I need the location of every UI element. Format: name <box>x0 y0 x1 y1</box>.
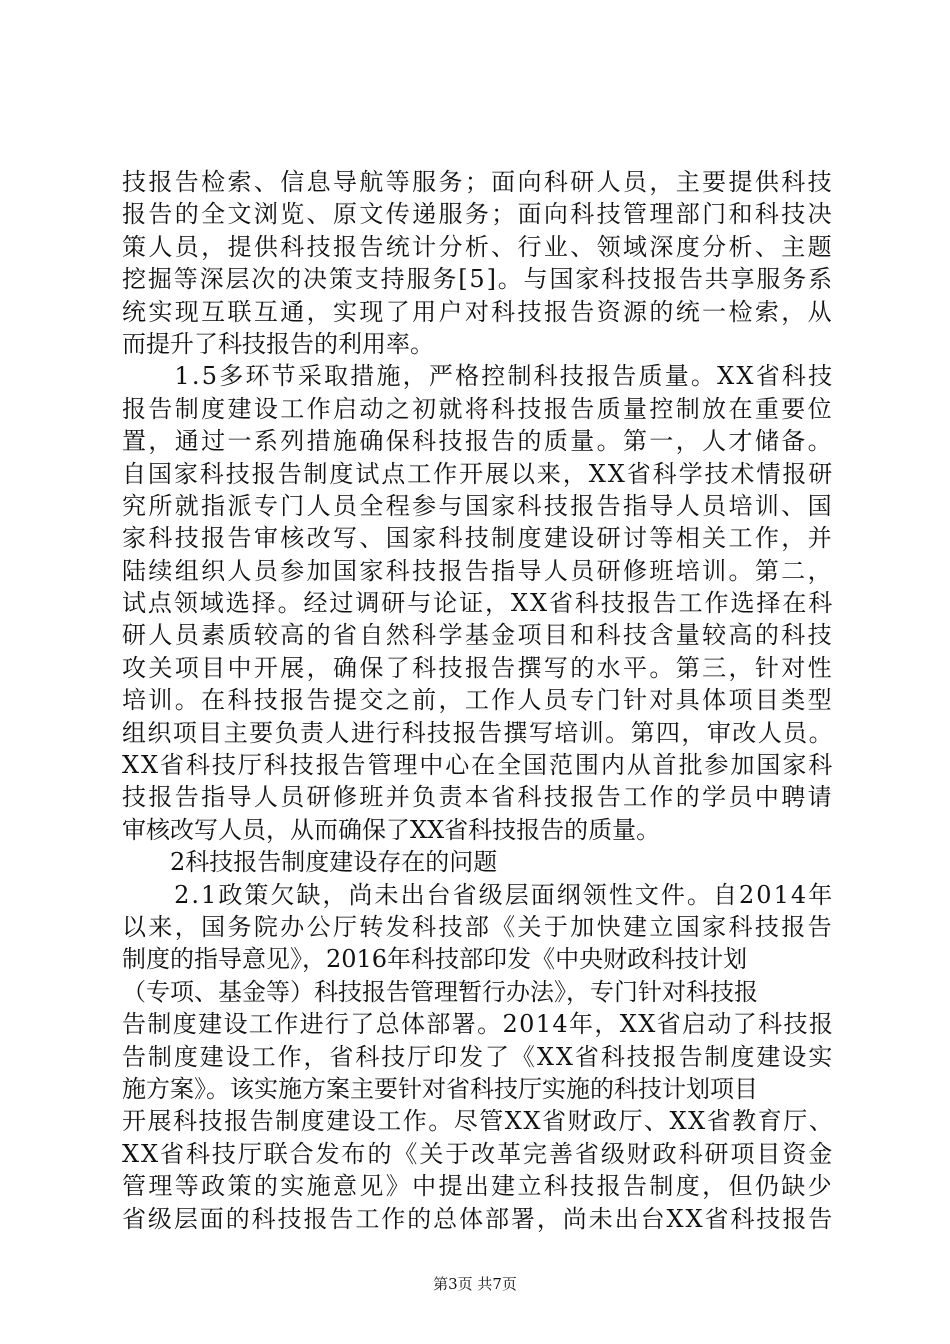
text-line: 置，通过一系列措施确保科技报告的质量。第一，人才储备。 <box>122 427 834 456</box>
text-line: 组织项目主要负责人进行科技报告撰写培训。第四，审改人员。 <box>122 718 834 747</box>
text-line: 试点领域选择。经过调研与论证，XX省科技报告工作选择在科 <box>122 589 835 618</box>
text-line: 管理等政策的实施意见》中提出建立科技报告制度，但仍缺少 <box>122 1172 834 1201</box>
text-line: 攻关项目中开展，确保了科技报告撰写的水平。第三，针对性 <box>122 653 834 682</box>
text-line: 统实现互联互通，实现了用户对科技报告资源的统一检索，从 <box>122 297 834 326</box>
text-line: 技报告指导人员研修班并负责本省科技报告工作的学员中聘请 <box>122 783 834 812</box>
text-line: 以来，国务院办公厅转发科技部《关于加快建立国家科技报告 <box>122 912 834 941</box>
body-text <box>122 166 834 1235</box>
text-line: 研人员素质较高的省自然科学基金项目和科技含量较高的科技 <box>122 621 834 650</box>
text-line: 陆续组织人员参加国家科技报告指导人员研修班培训。第二， <box>122 556 834 585</box>
text-line: 2科技报告制度建设存在的问题 <box>122 848 498 877</box>
text-line: 策人员，提供科技报告统计分析、行业、领域深度分析、主题 <box>122 232 834 261</box>
text-line: 家科技报告审核改写、国家科技制度建设研讨等相关工作，并 <box>122 524 834 553</box>
text-line: 报告制度建设工作启动之初就将科技报告质量控制放在重要位 <box>122 394 834 423</box>
text-line: 技报告检索、信息导航等服务；面向科研人员，主要提供科技 <box>122 168 834 196</box>
text-line: 告制度建设工作，省科技厅印发了《XX省科技报告制度建设实 <box>122 1042 835 1071</box>
text-line: 施方案》。该实施方案主要针对省科技厅实施的科技计划项目 <box>122 1074 758 1103</box>
text-line: 而提升了科技报告的利用率。 <box>122 329 434 358</box>
text-line: 2.1政策欠缺，尚未出台省级层面纲领性文件。自2014年 <box>122 880 835 909</box>
text-line: XX省科技厅联合发布的《关于改革完善省级财政科研项目资金 <box>122 1139 835 1168</box>
text-line: 挖掘等深层次的决策支持服务[5]。与国家科技报告共享服务系 <box>122 265 834 294</box>
text-line: （专项、基金等）科技报告管理暂行办法》，专门针对科技报 <box>122 977 758 1006</box>
text-line: 制度的指导意见》，2016年科技部印发《中央财政科技计划 <box>122 945 748 974</box>
page-footer: 第3页 共7页 <box>433 1275 517 1293</box>
text-line: 告制度建设工作进行了总体部署。2014年，XX省启动了科技报 <box>122 1010 835 1039</box>
text-line: 究所就指派专门人员全程参与国家科技报告指导人员培训、国 <box>122 491 834 520</box>
text-line: 自国家科技报告制度试点工作开展以来，XX省科学技术情报研 <box>122 459 835 488</box>
text-line: 审核改写人员，从而确保了XX省科技报告的质量。 <box>122 815 661 844</box>
text-line: 开展科技报告制度建设工作。尽管XX省财政厅、XX省教育厅、 <box>122 1107 835 1136</box>
text-line: XX省科技厅科技报告管理中心在全国范围内从首批参加国家科 <box>122 751 835 780</box>
text-line: 1.5多环节采取措施，严格控制科技报告质量。XX省科技 <box>122 362 835 391</box>
text-line: 培训。在科技报告提交之前，工作人员专门针对具体项目类型 <box>122 686 834 715</box>
text-line: 省级层面的科技报告工作的总体部署，尚未出台XX省科技报告 <box>122 1204 835 1233</box>
text-line: 报告的全文浏览、原文传递服务；面向科技管理部门和科技决 <box>122 200 834 229</box>
